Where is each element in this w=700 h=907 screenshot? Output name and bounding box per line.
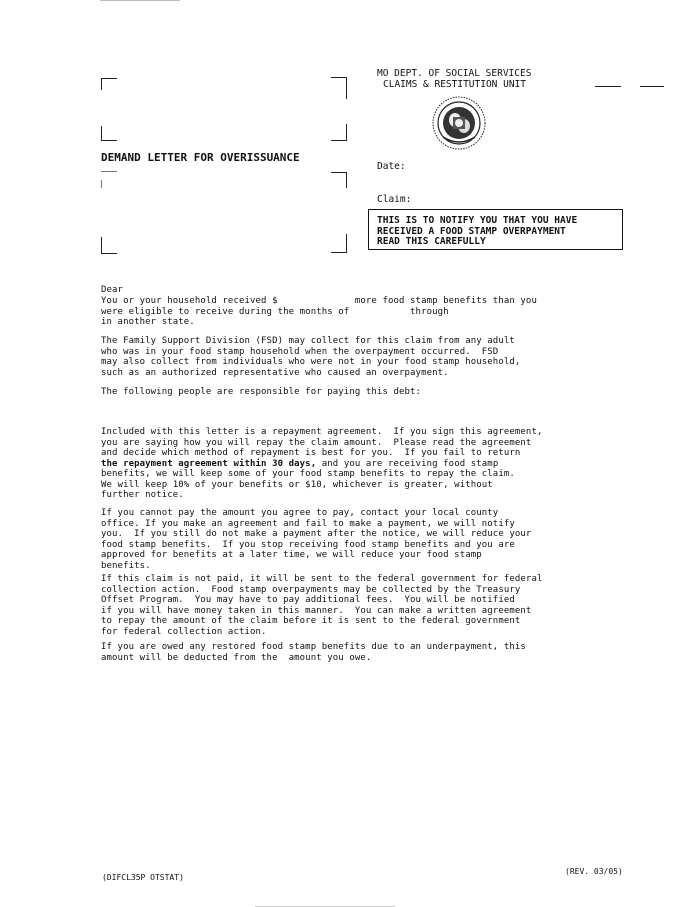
agency-header <box>377 68 531 90</box>
notice-line-1: THIS IS TO NOTIFY YOU THAT YOU HAVE <box>377 215 578 226</box>
scan-artifact-top <box>100 0 180 1</box>
agency-unit: CLAIMS & RESTITUTION UNIT <box>383 79 526 90</box>
paragraph-responsible: The following people are responsible for paying this debt: <box>101 387 422 397</box>
claim-label: Claim: <box>377 194 412 205</box>
paragraph-amount: You or your household received $ more food stamp benefits than you were eligible to receive during the months of through in another state. <box>101 296 537 327</box>
paragraph-cannot-pay: If you cannot pay the amount you agree to pay, contact your local county office. If you make an agreement and fail to make a payment, we will notify you. If you still do not make a payment after the notice, we will reduce your food stamp benefits. If you stop receiving food stamp benefits and you are approved for benefits at a later time, we will reduce your food stamp benefits. <box>101 508 532 571</box>
state-seal-icon <box>431 95 487 151</box>
paragraph-fsd-collect: The Family Support Division (FSD) may collect for this claim from any adult who was in your food stamp household when the overpayment occurred. FSD may also collect from individuals who were not in your food stamp household, such as an authorized representative who caused an overpayment. <box>101 336 521 378</box>
paragraph-repayment-text-a: Included with this letter is a repayment agreement. If you sign this agreement, you are saying how you will repay the claim amount. Please read the agreement and decide which method of repayment is best for you. If you fail to return <box>101 427 543 458</box>
dash-mark <box>640 86 664 87</box>
revision-date: (REV. 03/05) <box>565 867 623 876</box>
paragraph-restored-benefits: If you are owed any restored food stamp benefits due to an underpayment, this amount will be deducted from the amount you owe. <box>101 642 526 663</box>
form-code: (DIFCL35P OTSTAT) <box>102 873 184 882</box>
repayment-deadline: the repayment agreement within 30 days, <box>101 458 317 469</box>
agency-name: MO DEPT. OF SOCIAL SERVICES <box>377 68 532 79</box>
notice-box <box>368 209 623 250</box>
notice-line-3: READ THIS CAREFULLY <box>377 236 486 247</box>
notice-line-2: RECEIVED A FOOD STAMP OVERPAYMENT <box>377 225 566 237</box>
paragraph-repayment-agreement <box>101 427 641 501</box>
paragraph-repayment-text-c: and you are receiving food stamp benefits, we will keep some of your food stamp benefits to repay the claim. We will keep 10% of your benefits or $10, whichever is greater, without further notice. <box>101 458 515 500</box>
document-title: DEMAND LETTER FOR OVERISSUANCE <box>101 151 300 164</box>
paragraph-federal-collection: If this claim is not paid, it will be sent to the federal government for federal collection action. Food stamp overpayments may be collected by the Treasury Offset Program. You may have to pay additional fees. You will be notified if you will have money taken in this manner. You can make a written agreement to repay the amount of the claim before it is sent to the federal government for federal collection action. <box>101 574 543 637</box>
dash-mark <box>595 86 621 87</box>
greeting: Dear <box>101 285 124 295</box>
date-label: Date: <box>377 161 406 172</box>
